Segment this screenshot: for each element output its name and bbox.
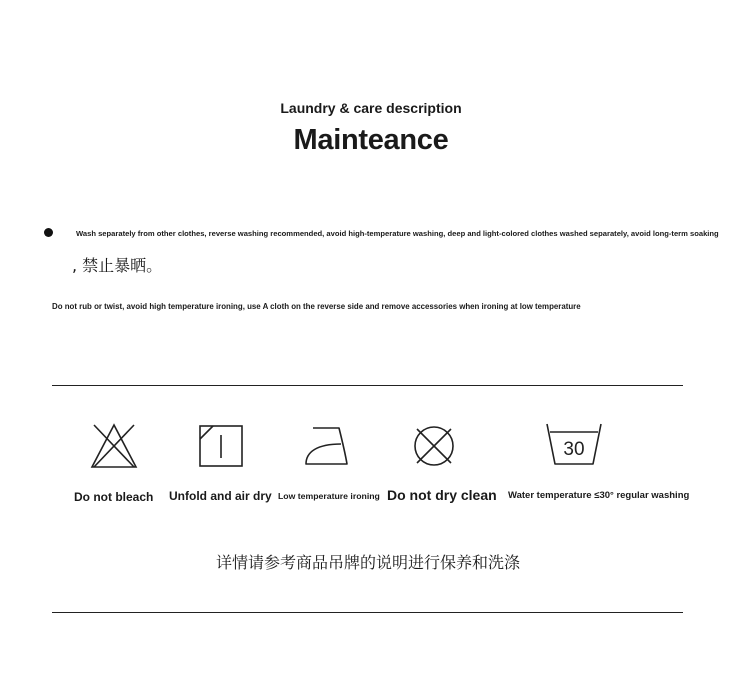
low-temperature-iron-icon — [303, 422, 351, 470]
label-water-temperature: Water temperature ≤30° regular washing — [508, 490, 690, 501]
wash-30-icon — [545, 420, 603, 468]
label-do-not-dry-clean: Do not dry clean — [387, 487, 497, 503]
care-tag-note: 详情请参考商品吊牌的说明进行保养和洗涤 — [215, 553, 520, 572]
bullet-dot — [44, 228, 53, 237]
label-unfold-and-air-dry: Unfold and air dry — [169, 489, 272, 503]
instruction-line-1: Wash separately from other clothes, reverse washing recommended, avoid high-temperature washing, deep and light-colored clothes washed separately, avoid long-term soaking — [76, 229, 719, 238]
instruction-line-2: , 禁止暴晒。 — [72, 256, 163, 275]
do-not-dry-clean-icon — [411, 422, 457, 470]
do-not-bleach-icon — [90, 422, 138, 470]
label-low-temperature-ironing: Low temperature ironing — [278, 491, 380, 501]
label-do-not-bleach: Do not bleach — [74, 490, 154, 504]
subtitle: Laundry & care description — [280, 100, 462, 116]
wash-temperature: 30 — [563, 439, 585, 460]
divider-top — [52, 385, 683, 386]
instruction-line-3: Do not rub or twist, avoid high temperature ironing, use A cloth on the reverse side and remove accessories when ironing at low temperature — [52, 302, 581, 311]
page-title: Mainteance — [293, 124, 449, 156]
unfold-and-air-dry-icon — [198, 422, 244, 470]
divider-bottom — [52, 612, 683, 613]
